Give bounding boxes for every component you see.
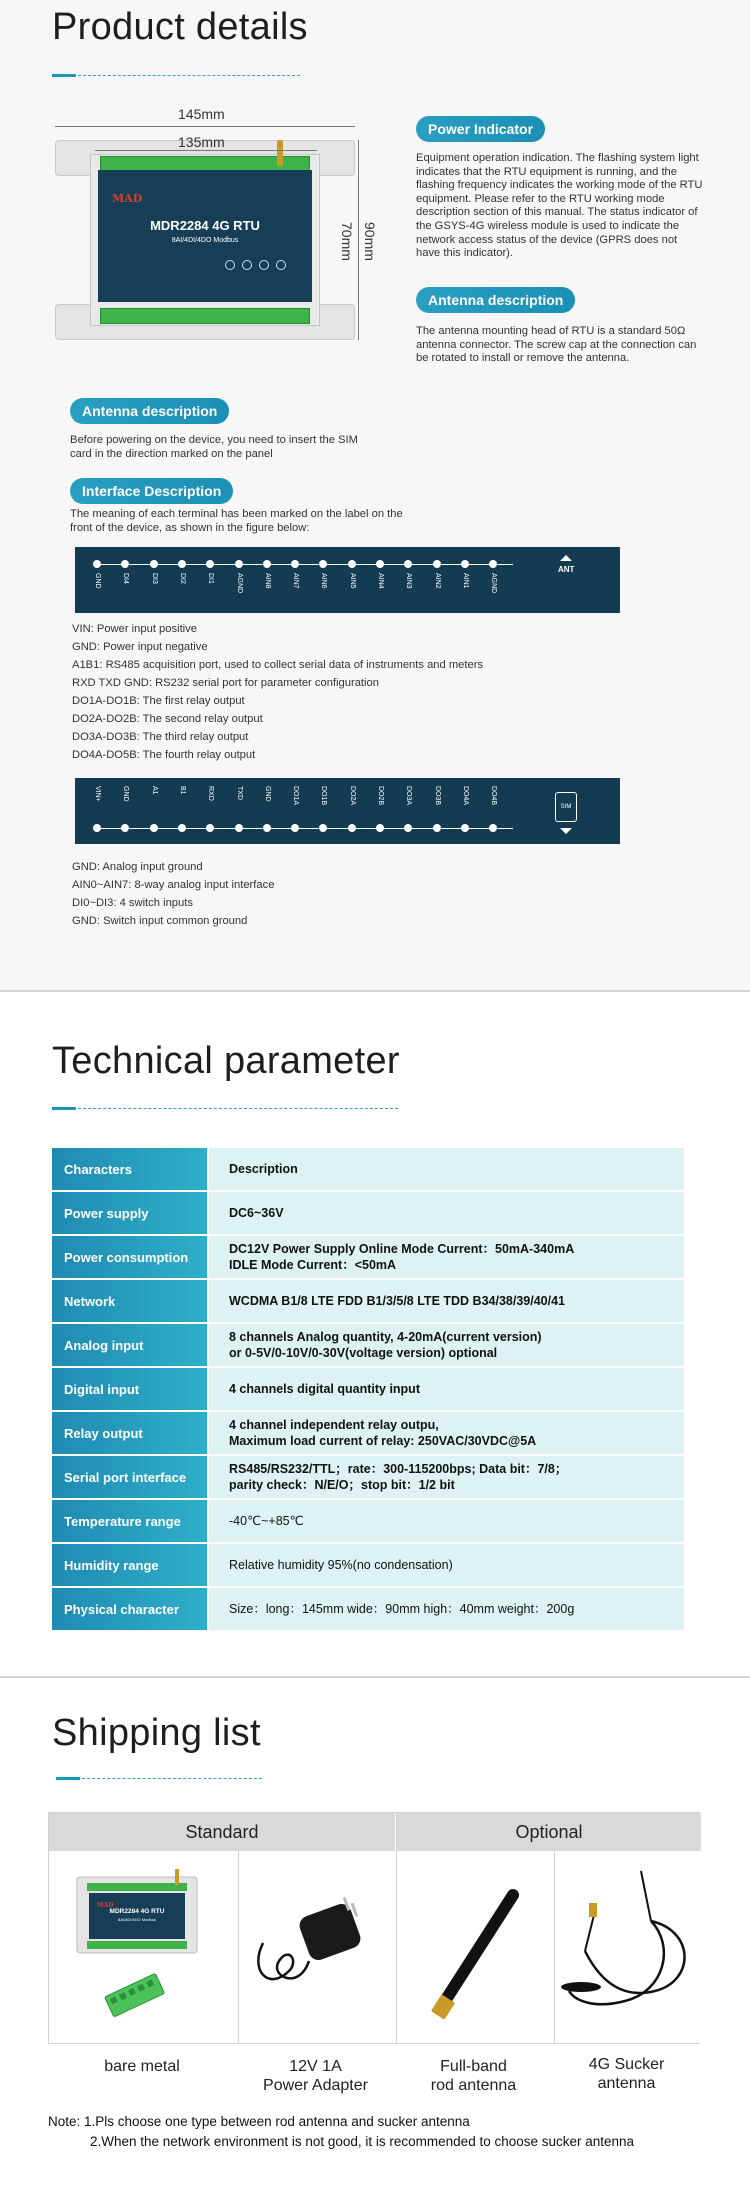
terminal-dot [489,560,497,568]
terminal-dot [263,560,271,568]
parameter-value: RS485/RS232/TTL；rate：300-115200bps; Data bit：7/8； parity check：N/E/O；stop bit：1/2 bit [209,1456,684,1498]
terminal-label: DO3A [405,786,413,806]
product-details-section [0,0,750,990]
device-logo: MAD [112,192,143,205]
terminal-dot [178,560,186,568]
device-submodel: 8AI/4DI/4DO Modbus [171,237,239,244]
terminal-list-1: VIN: Power input positive GND: Power input negative A1B1: RS485 acquisition port, used to collect serial data of instruments and meters RXD TXD GND: RS232 serial port for parameter configuration DO1A-DO1B: The first relay output DO2A-DO2B: The second relay output DO3A-DO3B: The third relay output DO4A-DO5B: The fourth relay output [72,623,484,761]
parameter-row [52,1588,684,1632]
parameter-row [52,1192,684,1236]
parameter-key: Power consumption [52,1236,207,1278]
parameter-row [52,1456,684,1500]
terminal-dot [376,824,384,832]
shipping-underline [56,1777,262,1780]
sucker-antenna-image [555,1851,702,2043]
antenna-heading-right: Antenna description [416,287,575,313]
dimension-width: 145mm [178,106,225,122]
terminal-label: AIN4 [377,573,384,589]
ant-arrow-icon [560,555,572,561]
technical-title: Technical parameter [52,1040,400,1082]
shipping-table [48,1812,700,2044]
terminal-label: GND [263,786,271,802]
antenna-text-right: The antenna mounting head of RTU is a standard 50Ω antenna connector. The screw cap at the connection can be rotated to install or remove the antenna. [416,325,697,365]
terminal-dot [93,560,101,568]
parameter-key: Temperature range [52,1500,207,1542]
status-leds [225,260,286,270]
terminal-label: DI4 [122,573,130,584]
terminal-label: DO4B [490,786,498,806]
terminal-dot [404,824,412,832]
sim-slot-icon: SIM [555,792,577,822]
dimension-height-inner: 70mm [339,222,355,261]
device-model: MDR2284 4G RTU [150,218,260,233]
sucker-antenna-cell [554,1851,701,2043]
parameter-value: DC6~36V [209,1192,684,1234]
terminal-dot [433,824,441,832]
terminal-dot [206,824,214,832]
mini-submodel: 8AI/4DI/4DO Modbus [117,1917,157,1922]
terminal-dot [121,560,129,568]
parameter-value: Description [209,1148,684,1190]
parameter-value: 4 channels digital quantity input [209,1368,684,1410]
terminal-dot [376,560,384,568]
terminal-dot [348,560,356,568]
terminal-dot [404,560,412,568]
parameter-key: Power supply [52,1192,207,1234]
terminal-label: DO4A [461,786,469,806]
parameter-row [52,1500,684,1544]
terminal-label: DO1B [320,786,328,806]
power-adapter-caption: 12V 1A Power Adapter [263,2058,368,2094]
rod-antenna-cell [396,1851,553,2043]
rod-antenna-image [397,1851,554,2043]
terminal-dot [178,824,186,832]
sucker-antenna-caption: 4G Sucker antenna [588,2056,665,2092]
terminal-label: DO2B [377,786,384,806]
parameter-key: Network [52,1280,207,1322]
device-image [55,140,355,340]
parameter-table [52,1148,684,1632]
parameter-value: 8 channels Analog quantity, 4-20mA(current version) or 0-5V/0-10V/0-30V(voltage version) optional [209,1324,684,1366]
standard-header: Standard [49,1813,395,1851]
terminal-label: AGND [235,573,243,594]
mini-logo: MAD [97,1902,114,1909]
dimension-line-height [358,140,359,340]
terminal-label: TXD [235,786,243,800]
parameter-row [52,1236,684,1280]
terminal-label: A1 [150,786,158,795]
terminal-dot [263,824,271,832]
parameter-key: Humidity range [52,1544,207,1586]
terminal-dot [319,824,327,832]
product-details-title: Product details [52,6,308,48]
parameter-value: 4 channel independent relay outpu, Maximum load current of relay: 250VAC/30VDC@5A [209,1412,684,1454]
terminal-dot [206,560,214,568]
parameter-value: DC12V Power Supply Online Mode Current：50mA-340mA IDLE Mode Current：<50mA [209,1236,684,1278]
terminal-label: VIN+ [94,786,101,802]
antenna-text-left: Before powering on the device, you need to insert the SIM card in the direction marked on the panel [70,434,358,460]
power-adapter-cell [238,1851,395,2043]
terminal-dot [461,824,469,832]
parameter-row [52,1324,684,1368]
terminal-dot [489,824,497,832]
section-divider-2 [0,1676,750,1678]
terminal-dot [121,824,129,832]
parameter-row [52,1544,684,1588]
terminal-label: AIN7 [292,573,300,589]
terminal-label: DI1 [207,573,215,584]
terminal-dot [319,560,327,568]
terminal-label: AIN5 [348,573,356,589]
power-indicator-text: Equipment operation indication. The flashing system light indicates that the RTU equipment is running, and the flashing frequency indicates the working mode of the RTU equipment. Please refer to the RTU working mode description section of this manual. The status indicator of the GSYS-4G wireless module is used to indicate the network access status of the device (GPRS does not have this indicator). [416,152,703,260]
terminal-label: RXD [207,786,215,801]
interface-text: The meaning of each terminal has been marked on the label on the front of the device, as shown in the figure below: [70,508,403,534]
parameter-row [52,1368,684,1412]
parameter-row [52,1148,684,1192]
parameter-key: Characters [52,1148,207,1190]
parameter-value: WCDMA B1/8 LTE FDD B1/3/5/8 LTE TDD B34/38/39/40/41 [209,1280,684,1322]
terminal-label: GND [122,786,130,802]
dimension-line-inner [95,150,317,151]
sim-arrow-icon [560,828,572,834]
dimension-inner: 135mm [178,134,225,150]
parameter-value: -40℃~+85℃ [209,1500,684,1542]
bottom-terminal-block [100,308,310,324]
parameter-key: Analog input [52,1324,207,1366]
terminal-dot [93,824,101,832]
power-adapter-image [239,1851,396,2043]
shipping-title: Shipping list [52,1712,261,1754]
section-divider-1 [0,990,750,992]
technical-underline [52,1107,398,1110]
bare-metal-cell [49,1851,237,2043]
terminal-dot [291,560,299,568]
terminal-dot [235,824,243,832]
terminal-label: DO3B [433,786,441,806]
parameter-value: Relative humidity 95%(no condensation) [209,1544,684,1586]
terminal-list-2: GND: Analog input ground AIN0~AIN7: 8-way analog input interface DI0~DI3: 4 switch inputs GND: Switch input common ground [72,861,275,927]
shipping-note-2: 2.When the network environment is not good, it is recommended to choose sucker antenna [90,2134,635,2149]
mini-model: MDR2284 4G RTU [109,1908,165,1915]
terminal-dot [433,560,441,568]
terminal-label: GND [94,573,101,589]
parameter-key: Digital input [52,1368,207,1410]
optional-header: Optional [396,1813,701,1851]
bare-metal-caption: bare metal [104,2058,180,2075]
antenna-heading-left: Antenna description [70,398,229,424]
terminal-dot [150,824,158,832]
terminal-dot [291,824,299,832]
parameter-row [52,1280,684,1324]
power-indicator-heading: Power Indicator [416,116,545,142]
terminal-label: B1 [178,786,186,795]
dimension-line-width [55,126,355,127]
ant-label: ANT [558,565,575,574]
terminal-dot [235,560,243,568]
device-panel [98,170,312,302]
interface-heading: Interface Description [70,478,233,504]
title-underline [52,74,300,77]
terminal-label: AIN6 [320,573,328,589]
bare-metal-image [49,1851,237,2043]
terminal-dot [461,560,469,568]
terminal-label: AIN8 [263,573,271,589]
terminal-label: DI2 [178,573,186,584]
terminal-diagram-bottom [75,778,620,844]
terminal-dot [150,560,158,568]
dimension-height: 90mm [362,222,378,261]
antenna-connector [277,140,283,166]
terminal-label: AGND [490,573,498,594]
terminal-label: DI3 [150,573,158,584]
terminal-label: AIN1 [461,573,469,589]
terminal-label: DO2A [348,786,356,806]
parameter-value: Size：long：145mm wide：90mm high：40mm weight：200g [209,1588,684,1630]
terminal-diagram-top [75,547,620,613]
terminal-label: AIN3 [405,573,413,589]
parameter-key: Relay output [52,1412,207,1454]
parameter-key: Physical character [52,1588,207,1630]
terminal-label: AIN2 [433,573,441,589]
parameter-row [52,1412,684,1456]
terminal-dot [348,824,356,832]
terminal-label: DO1A [292,786,300,806]
shipping-note-1: Note: 1.Pls choose one type between rod antenna and sucker antenna [48,2114,470,2129]
parameter-key: Serial port interface [52,1456,207,1498]
rod-antenna-caption: Full-band rod antenna [430,2058,517,2094]
